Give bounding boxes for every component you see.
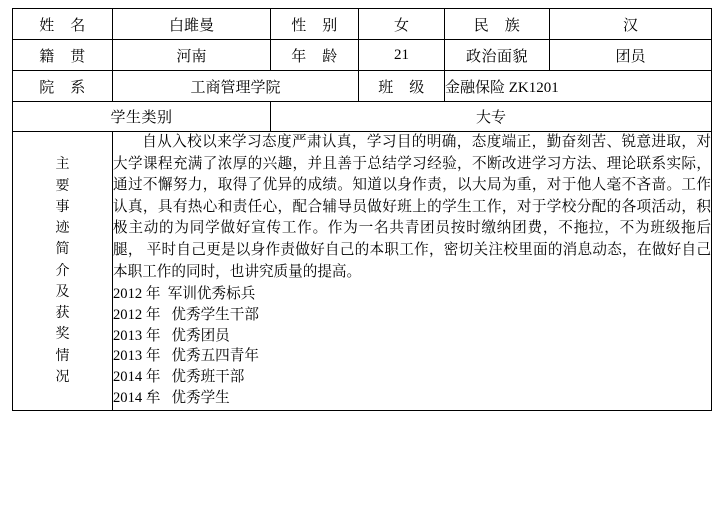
gender-value: 女 [359,9,445,40]
name-value: 白雎曼 [113,9,271,40]
table-row [13,40,712,71]
department-label: 院 系 [13,71,113,102]
deeds-paragraph: 自从入校以来学习态度严肃认真，学习目的明确，态度端正，勤奋刻苦、锐意进取，对大学课程充满了浓厚的兴趣，并且善于总结学习经验，不断改进学习方法、理论联系实际，通过不懈努力，取得了优异的成绩。知道以身作责，以大局为重，对于他人毫不吝啬。工作认真，具有热心和责任心，配合辅导员做好班上的学生工作，对于学校分配的各项活动，积极主动的为同学做好宣传工作。作为一名共青团员按时缴纳团费，不拖拉，不为班级拖后腿， 平时自己更是以身作责做好自己的本职工作，密切关注校里面的消息动态，在做好自己本职工作的同时，也讲究质量的提高。 [113,134,711,280]
table-row [13,102,712,132]
political-status-label: 政治面貌 [445,40,550,71]
hometown-value: 河南 [113,40,271,71]
deeds-and-awards-content [113,132,712,411]
table-row [13,9,712,40]
essay-bottom-spacer [113,408,711,410]
award-line: 2012 年 优秀学生干部 [113,306,259,323]
award-line: 2013 年 优秀团员 [113,327,230,344]
ethnicity-label: 民 族 [445,9,550,40]
deeds-and-awards-label-text: 主 要 事 迹 简 介 及 获 奖 情 况 [55,157,70,385]
gender-label: 性 别 [271,9,359,40]
table-row [13,71,712,102]
hometown-label: 籍 贯 [13,40,113,71]
award-line: 2012 年 军训优秀标兵 [113,286,256,303]
age-value: 21 [359,40,445,71]
department-value: 工商管理学院 [113,71,359,102]
student-category-label: 学生类别 [13,102,271,132]
age-label: 年 龄 [271,40,359,71]
political-status-value: 团员 [550,40,712,71]
award-line: 2014 年 优秀班干部 [113,369,245,386]
student-category-value: 大专 [271,102,712,132]
student-info-table [12,8,712,411]
name-label: 姓 名 [13,9,113,40]
class-label: 班 级 [359,71,445,102]
class-value: 金融保险 ZK1201 [445,71,712,102]
deeds-and-awards-label [13,132,113,411]
award-line: 2014 牟 优秀学生 [113,389,230,406]
table-row-essay [13,132,712,411]
ethnicity-value: 汉 [550,9,712,40]
award-line: 2013 年 优秀五四青年 [113,348,259,365]
